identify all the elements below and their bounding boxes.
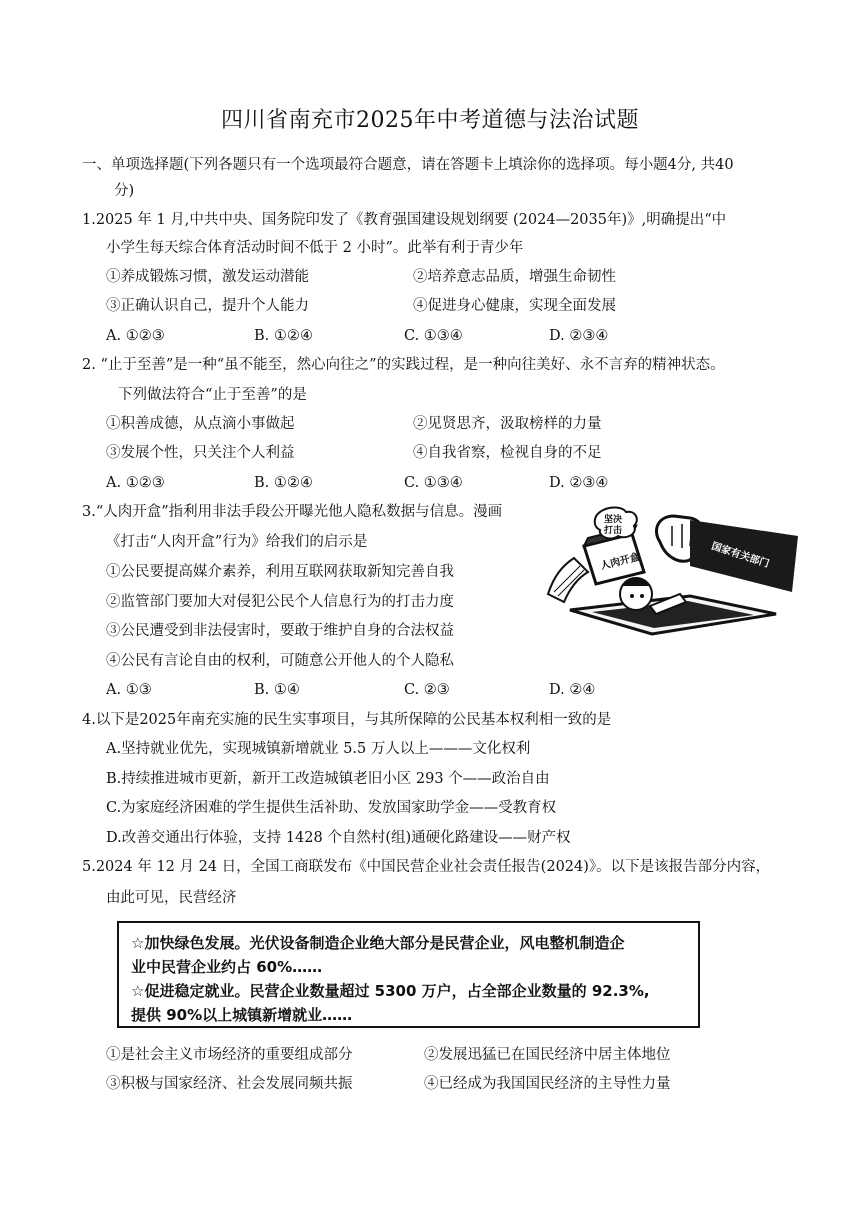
cartoon-strike-label-1: 坚决 <box>604 515 623 525</box>
q3-option-d: D. ②④ <box>549 682 596 698</box>
q2-option-c: C. ①③④ <box>404 475 463 491</box>
q1-statement-2: ②培养意志品质，增强生命韧性 <box>413 269 616 285</box>
q1-option-d: D. ②③④ <box>549 328 609 344</box>
q3-stem-cont: 《打击“人肉开盒”行为》给我们的启示是 <box>106 534 368 550</box>
cartoon-image <box>540 506 802 640</box>
q3-statement-3: ③公民遭受到非法侵害时，要敢于维护自身的合法权益 <box>106 623 454 639</box>
q3-option-a: A. ①③ <box>106 682 152 698</box>
q1-statement-4: ④促进身心健康，实现全面发展 <box>413 298 616 314</box>
q5-stem-cont: 由此可见，民营经济 <box>106 890 237 906</box>
q1-stem-cont: 小学生每天综合体育活动时间不低于 2 小时”。此举有利于青少年 <box>106 240 524 256</box>
q2-statement-3: ③发展个性，只关注个人利益 <box>106 445 295 461</box>
q5-box-line-1: ☆加快绿色发展。光伏设备制造企业绝大部分是民营企业，风电整机制造企 <box>131 934 625 952</box>
q4-option-d: D.改善交通出行体验，支持 1428 个自然村(组)通硬化路建设——财产权 <box>106 830 571 846</box>
q1-option-a: A. ①②③ <box>106 328 165 344</box>
q3-statement-1: ①公民要提高媒介素养，利用互联网获取新知完善自我 <box>106 564 454 580</box>
q5-statement-2: ②发展迅猛已在国民经济中居主体地位 <box>424 1047 671 1063</box>
q1-stem: 1.2025 年 1 月,中共中央、国务院印发了《教育强国建设规划纲要 (2024—2035年)》,明确提出“中 <box>82 212 727 228</box>
q3-option-b: B. ①④ <box>254 682 300 698</box>
q3-stem: 3.“人肉开盒”指利用非法手段公开曝光他人隐私数据与信息。漫画 <box>82 504 503 520</box>
q2-stem-cont: 下列做法符合“止于至善”的是 <box>118 387 307 403</box>
q4-option-c: C.为家庭经济困难的学生提供生活补助、发放国家助学金——受教育权 <box>106 800 557 816</box>
section-heading-cont: 分) <box>114 183 135 199</box>
section-heading: 一、单项选择题(下列各题只有一个选项最符合题意，请在答题卡上填涂你的选择项。每小题4分, 共40 <box>82 157 734 173</box>
q2-stem: 2. “止于至善”是一种“虽不能至，然心向往之”的实践过程，是一种向往美好、永不言弃的精神状态。 <box>82 357 725 373</box>
cartoon-dept-label: 国家有关部门 <box>709 541 771 571</box>
q1-option-b: B. ①②④ <box>254 328 313 344</box>
q5-material-box <box>117 921 700 1028</box>
q4-stem: 4.以下是2025年南充实施的民生实事项目，与其所保障的公民基本权利相一致的是 <box>82 712 612 728</box>
cartoon-strike-label-2: 打击 <box>604 526 623 536</box>
q3-statement-2: ②监管部门要加大对侵犯公民个人信息行为的打击力度 <box>106 594 454 610</box>
q1-statement-3: ③正确认识自己，提升个人能力 <box>106 298 309 314</box>
q2-statement-1: ①积善成德，从点滴小事做起 <box>106 416 295 432</box>
q5-box-line-2: 业中民营企业约占 60%…… <box>131 958 323 976</box>
page-title: 四川省南充市2025年中考道德与法治试题 <box>221 108 639 133</box>
q5-stem: 5.2024 年 12 月 24 日，全国工商联发布《中国民营企业社会责任报告(2024)》。以下是该报告部分内容， <box>82 859 771 875</box>
cartoon-box-label: 人肉开盒 <box>599 551 641 573</box>
q1-option-c: C. ①③④ <box>404 328 463 344</box>
q4-option-a: A.坚持就业优先，实现城镇新增就业 5.5 万人以上———文化权利 <box>106 741 531 757</box>
q5-box-line-4: 提供 90%以上城镇新增就业…… <box>131 1006 353 1024</box>
q5-box-line-3: ☆促进稳定就业。民营企业数量超过 5300 万户，占全部企业数量的 92.3%, <box>131 982 650 1000</box>
q5-statement-3: ③积极与国家经济、社会发展同频共振 <box>106 1076 353 1092</box>
q2-statement-4: ④自我省察，检视自身的不足 <box>413 445 602 461</box>
q5-statement-1: ①是社会主义市场经济的重要组成部分 <box>106 1047 353 1063</box>
q2-option-b: B. ①②④ <box>254 475 313 491</box>
q3-option-c: C. ②③ <box>404 682 450 698</box>
q5-statement-4: ④已经成为我国国民经济的主导性力量 <box>424 1076 671 1092</box>
q2-option-a: A. ①②③ <box>106 475 165 491</box>
q4-option-b: B.持续推进城市更新，新开工改造城镇老旧小区 293 个——政治自由 <box>106 771 550 787</box>
q1-statement-1: ①养成锻炼习惯，激发运动潜能 <box>106 269 309 285</box>
q2-option-d: D. ②③④ <box>549 475 609 491</box>
q2-statement-2: ②见贤思齐，汲取榜样的力量 <box>413 416 602 432</box>
q3-statement-4: ④公民有言论自由的权利，可随意公开他人的个人隐私 <box>106 653 454 669</box>
